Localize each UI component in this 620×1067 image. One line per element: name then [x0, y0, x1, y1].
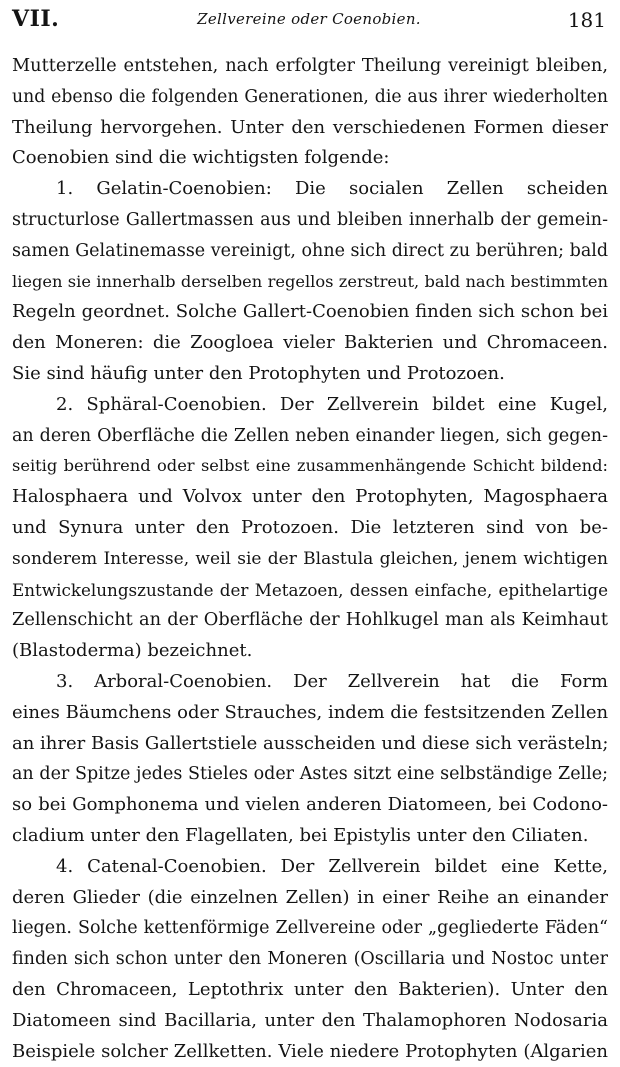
text-line: finden sich schon unter den Moneren (Oscillaria und Nostoc unter — [12, 944, 608, 975]
text-line: seitig berührend oder selbst eine zusammenhängende Schicht bildend: — [12, 451, 608, 482]
body-text — [12, 51, 608, 1067]
chapter-number: VII. — [12, 6, 59, 32]
text-line: structurlose Gallertmassen aus und bleiben innerhalb der gemein- — [12, 205, 608, 236]
text-line: Halosphaera und Volvox unter den Protophyten, Magosphaera — [12, 482, 608, 513]
text-line: liegen. Solche kettenförmige Zellvereine oder „gegliederte Fäden“ — [12, 913, 608, 944]
text-line: so bei Gomphonema und vielen anderen Diatomeen, bei Codono- — [12, 790, 608, 821]
text-line: Theilung hervorgehen. Unter den verschiedenen Formen dieser — [12, 113, 608, 144]
text-line: cladium unter den Flagellaten, bei Epistylis unter den Ciliaten. — [12, 821, 608, 852]
text-line: an deren Oberfläche die Zellen neben einander liegen, sich gegen- — [12, 421, 608, 452]
text-line: den Chromaceen, Leptothrix unter den Bakterien). Unter den — [12, 975, 608, 1006]
running-title: Zellvereine oder Coenobien. — [12, 10, 606, 28]
running-header — [12, 6, 606, 36]
text-line: Zellenschicht an der Oberfläche der Hohlkugel man als Keimhaut — [12, 605, 608, 636]
text-line: 4. Catenal-Coenobien. Der Zellverein bildet eine Kette, — [12, 852, 608, 883]
text-line: liegen sie innerhalb derselben regellos zerstreut, bald nach bestimmten — [12, 267, 608, 298]
text-line: an ihrer Basis Gallertstiele ausscheiden und diese sich verästeln; — [12, 729, 608, 760]
text-line: an der Spitze jedes Stieles oder Astes sitzt eine selbständige Zelle; — [12, 759, 608, 790]
text-line: Mutterzelle entstehen, nach erfolgter Theilung vereinigt bleiben, — [12, 51, 608, 82]
text-line: sonderem Interesse, weil sie der Blastula gleichen, jenem wichtigen — [12, 544, 608, 575]
text-line: (Blastoderma) bezeichnet. — [12, 636, 608, 667]
text-line: 1. Gelatin-Coenobien: Die socialen Zellen scheiden — [12, 174, 608, 205]
text-line: Sie sind häufig unter den Protophyten und Protozoen. — [12, 359, 608, 390]
text-line: Coenobien sind die wichtigsten folgende: — [12, 143, 608, 174]
text-line: und ebenso die folgenden Generationen, die aus ihrer wiederholten — [12, 82, 608, 113]
text-line: Regeln geordnet. Solche Gallert-Coenobien finden sich schon bei — [12, 297, 608, 328]
text-line: den Moneren: die Zoogloea vieler Bakterien und Chromaceen. — [12, 328, 608, 359]
page-number: 181 — [568, 8, 606, 32]
text-line: Entwickelungszustande der Metazoen, dessen einfache, epithelartige — [12, 575, 608, 606]
text-line: eines Bäumchens oder Strauches, indem die festsitzenden Zellen — [12, 698, 608, 729]
text-line: Beispiele solcher Zellketten. Viele niedere Protophyten (Algarien — [12, 1037, 608, 1067]
text-line: 3. Arboral-Coenobien. Der Zellverein hat die Form — [12, 667, 608, 698]
text-line: und Synura unter den Protozoen. Die letzteren sind von be- — [12, 513, 608, 544]
text-line: samen Gelatinemasse vereinigt, ohne sich direct zu berühren; bald — [12, 236, 608, 267]
text-line: deren Glieder (die einzelnen Zellen) in einer Reihe an einander — [12, 883, 608, 914]
text-line: Diatomeen sind Bacillaria, unter den Thalamophoren Nodosaria — [12, 1006, 608, 1037]
text-line: 2. Sphäral-Coenobien. Der Zellverein bildet eine Kugel, — [12, 390, 608, 421]
